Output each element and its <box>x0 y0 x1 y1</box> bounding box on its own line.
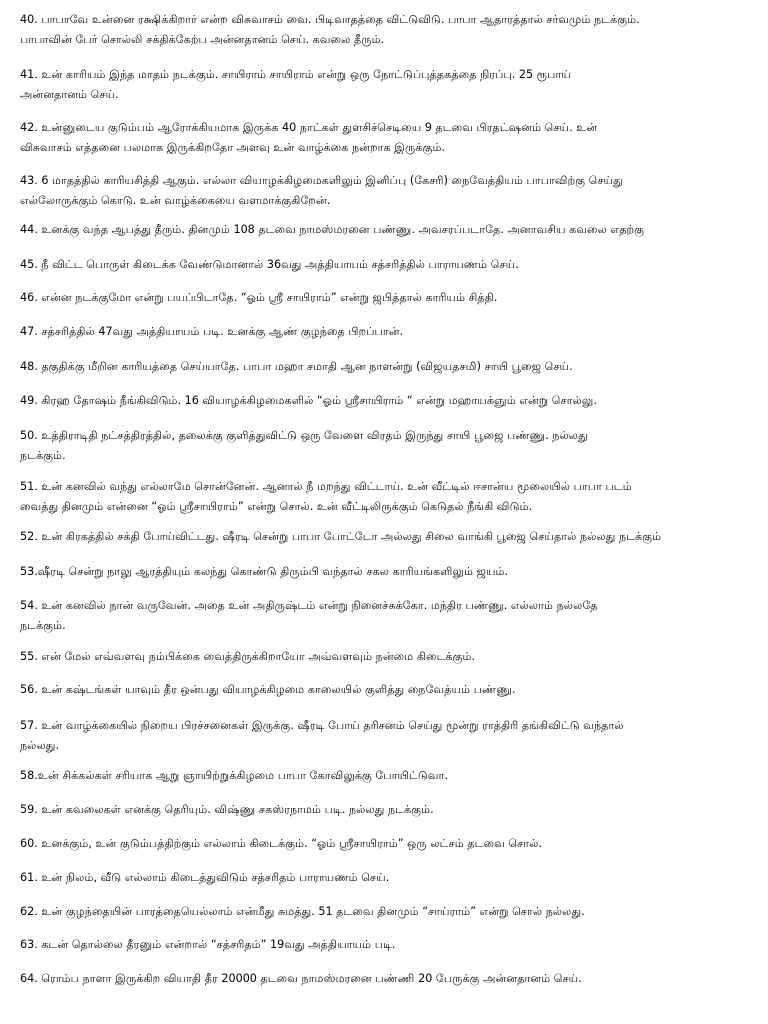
item-line: 48. தகுதிக்கு மீறின காரியத்தை செய்யாதே. பாபா மஹா சமாதி ஆன நாளன்று (விஜயதசமி) சாயி பூஜை செய். <box>20 360 573 373</box>
list-item-55 <box>20 647 768 667</box>
item-line: 55. என் மேல் எவ்வளவு நம்பிக்கை வைத்திருக்கிறாயோ அவ்வளவும் நன்மை கிடைக்கும். <box>20 650 476 663</box>
item-line: நல்லது. <box>20 739 60 752</box>
list-item-64 <box>20 969 768 989</box>
item-line: 60. உனக்கும், உன் குடும்பத்திற்கும் எல்லாம் கிடைக்கும். “ஓம் ஸ்ரீசாயிராம்” ஒரு லட்சம் தடவை சொல். <box>20 837 542 850</box>
item-line: 49. கிரஹ தோஷம் நீங்கிவிடும். 16 வியாழக்கிழமைகளில் “ஓம் ஸ்ரீசாயிராம் “ என்று மஹாயக்ஞும் என்று சொல்லு. <box>20 394 597 407</box>
list-item-63 <box>20 935 768 955</box>
item-line: 45. நீ விட்ட பொருள் கிடைக்க வேண்டுமானால் 36வது அத்தியாயம் சத்சரித்தில் பாராயணம் செய். <box>20 258 519 271</box>
item-line: 61. உன் நிலம், வீடு எல்லாம் கிடைத்துவிடும் சத்சரிதம் பாராயணம் செய். <box>20 871 390 884</box>
list-item-57 <box>20 716 768 756</box>
item-line: 64. ரொம்ப நாளா இருக்கிற வியாதி தீர 20000 தடவை நாமஸ்மரனை பண்ணி 20 பேருக்கு அன்னதானம் செய். <box>20 972 582 985</box>
item-line: பாபாவின் பேர் சொல்லி சக்திக்கேற்ப அன்னதானம் செய். கவலை தீரும். <box>20 33 385 46</box>
list-item-58 <box>20 766 768 786</box>
list-item-46 <box>20 288 768 308</box>
item-line: நடக்கும். <box>20 619 66 632</box>
item-line: 57. உன் வாழ்க்கையில் நிறைய பிரச்சனைகள் இருக்கு. ஷீரடி போய் தரிசனம் செய்து மூன்று ராத்திரி தங்கிவிட்டு வந்தால் <box>20 719 624 732</box>
list-item-60 <box>20 834 768 854</box>
item-line: 54. உன் கனவில் நான் வருவேன். அதை உன் அதிருஷ்டம் என்று நினைச்சுக்கோ. மந்திர பண்ணு. எல்லாம் நல்லதே <box>20 599 598 612</box>
list-item-43 <box>20 171 768 211</box>
list-item-51 <box>20 477 768 517</box>
list-item-44 <box>20 220 768 240</box>
item-line: 50. உத்திராடிதி நட்சத்திரத்தில், தலைக்கு குளித்துவிட்டு ஒரு வேளை விரதம் இருந்து சாயி பூஜை பண்ணு. நல்லது <box>20 429 588 442</box>
item-line: 52. உன் கிரகத்தில் சக்தி போய்விட்டது. ஷீரடி சென்று பாபா போட்டோ அல்லது சிலை வாங்கி பூஜை செய்தால் நல்லது நடக்கும் <box>20 530 662 543</box>
list-item-50 <box>20 426 768 466</box>
list-item-56 <box>20 680 768 700</box>
item-line: வைத்து தினமும் என்னை “ஓம் ஸ்ரீசாயிராம்” என்று சொல். உன் வீட்டிலிருக்கும் கெடுதல் நீங்கி விடும். <box>20 500 533 513</box>
list-item-54 <box>20 596 768 636</box>
list-item-41 <box>20 65 768 105</box>
item-line: 53.ஷீரடி சென்று நாலு ஆரத்தியும் கலந்து கொண்டு திரும்பி வந்தால் சகல காரியங்களிலும் ஜயம். <box>20 565 509 578</box>
item-line: விசுவாசம் எத்தனை பலமாக இருக்கிறதோ அளவு உன் வாழ்க்கை நன்றாக இருக்கும். <box>20 141 446 154</box>
item-line: 42. உன்னுடைய குடும்பம் ஆரோக்கியமாக இருக்க 40 நாட்கள் துளசிச்செடியை 9 தடவை பிரதட்ஷனம் செய். உன் <box>20 121 598 134</box>
item-line: 56. உன் கஷ்டங்கள் யாவும் தீர ஒன்பது வியாழக்கிழமை காலையில் குளித்து நைவேத்யம் பண்ணு. <box>20 683 516 696</box>
list-item-48 <box>20 357 768 377</box>
list-item-52 <box>20 527 768 547</box>
item-line: 41. உன் காரியம் இந்த மாதம் நடக்கும். சாயிராம் சாயிராம் என்று ஒரு நோட்டுப்புத்தகத்தை நிரப்பு. 25 ரூபாய் <box>20 68 571 81</box>
list-item-61 <box>20 868 768 888</box>
item-line: அன்னதானம் செய். <box>20 88 119 101</box>
list-item-49 <box>20 391 768 411</box>
item-line: 58.உன் சிக்கல்கள் சரியாக ஆறு ஞாயிற்றுக்கிழமை பாபா கோவிலுக்கு போயிட்டுவா. <box>20 769 449 782</box>
item-line: எல்லோருக்கும் கொடு. உன் வாழ்க்கையை வளமாக்குகிறேன். <box>20 194 331 207</box>
list-item-40 <box>20 10 768 50</box>
item-line: 47. சத்சரித்தில் 47வது அத்தியாயம் படி. உனக்கு ஆண் குழந்தை பிறப்பான். <box>20 325 404 338</box>
item-line: 44. உனக்கு வந்த ஆபத்து தீரும். தினமும் 108 தடவை நாமஸ்மரனை பண்ணு. அவசரப்படாதே. அனாவசிய கவலை எதற்கு <box>20 223 644 236</box>
list-item-42 <box>20 118 768 158</box>
item-line: 46. என்ன நடக்குமோ என்று பயப்பிடாதே. “ஓம் ஸ்ரீ சாயிராம்” என்று ஜபித்தால் காரியம் சித்தி. <box>20 291 498 304</box>
item-line: 59. உன் கவலைகள் எனக்கு தெரியும். விஷ்ணு சகஸ்ரநாமம் படி. நல்லது நடக்கும். <box>20 803 434 816</box>
item-line: 62. உன் குழந்தையின் பாரத்தையெல்லாம் என்மீது சுமத்து. 51 தடவை தினமும் “சாய்ராம்” என்று சொல் நல்லது. <box>20 905 585 918</box>
list-item-45 <box>20 255 768 275</box>
list-item-59 <box>20 800 768 820</box>
item-line: 43. 6 மாதத்தில் காரியசித்தி ஆகும். எல்லா வியாழக்கிழமைகளிலும் இனிப்பு (கேசரி) நைவேத்தியம் பாபாவிற்கு செய்து <box>20 174 623 187</box>
item-line: நடக்கும். <box>20 449 66 462</box>
item-line: 63. கடன் தொல்லை தீரனும் என்றால் “சத்சரிதம்” 19வது அத்தியாயம் படி. <box>20 938 396 951</box>
list-item-47 <box>20 322 768 342</box>
item-line: 40. பாபாவே உன்னை ரக்ஷிக்கிறார் என்ற விசுவாசம் வை. பிடிவாதத்தை விட்டுவிடு. பாபா ஆதாரத்தால் சர்வமும் நடக்கும். <box>20 13 640 26</box>
list-item-53 <box>20 562 768 582</box>
item-line: 51. உன் கனவில் வந்து எல்லாமே சொன்னேன். ஆனால் நீ மறந்து விட்டாய். உன் வீட்டில் ஈசான்ய மூலையில் பாபா படம் <box>20 480 632 493</box>
list-item-62 <box>20 902 768 922</box>
